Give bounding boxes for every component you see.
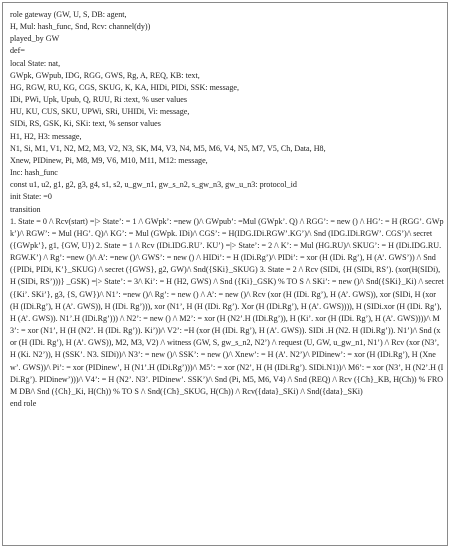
code-line: SIDi, RS, GSK, Ki, SKi: text, % sensor values [10,119,161,129]
code-line: role gateway (GW, U, S, DB: agent, [10,10,127,19]
code-line: init State: =0 [10,192,52,202]
code-line: Xnew, PIDinew, Pi, M8, M9, V6, M10, M11, M12: message, [10,155,208,165]
code-line: local State: nat, [10,58,61,68]
hlpsl-listing [10,9,444,410]
code-line: H1, H2, H3: message, [10,131,82,141]
code-box [2,2,448,546]
code-line: IDi, PWi, Upk, Upub, Q, RUU, Ri :text, % user values [10,95,188,105]
code-line: GWpk, GWpub, IDG, RGG, GWS, Rg, A, REQ, KB: text, [10,70,200,80]
code-line: transition [10,204,41,214]
code-line: const u1, u2, g1, g2, g3, g4, s1, s2, u_gw_n1, gw_s_n2, s_gw_n3, gw_u_n3: protocol_id [10,180,297,190]
code-line: H, Mul: hash_func, Snd, Rcv: channel(dy)) [10,22,151,32]
code-line: HG, RGW, RU, KG, CGS, SKUG, K, KA, HIDi, PIDi, SSK: message, [10,82,240,92]
code-line: played_by GW [10,34,60,44]
code-line: def= [10,46,25,56]
code-line: N1, Si, M1, V1, N2, M2, M3, V2, N3, SK, M4, V3, N4, M5, M6, V4, N5, M7, V5, Ch, Data, H8, [10,143,326,153]
code-line: Inc: hash_func [10,168,58,178]
code-line: HU, KU, CUS, SKU, UPWi, SRi, UHIDi, Vi: message, [10,107,190,117]
transition-block: 1. State = 0 /\ Rcv(start) =|> State’: = 1 /\ GWpk’: =new ()/\ GWpub’: =Mul (GWpk’. Q) /\ RGG’: = new () /\ HG’: = H (RGG’. GWpk’)/\ RGW’: = Mul (HG’. Q)/\ KG’: = Mul (GWpk. IDi)/\ CGS’: = H(IDG.IDi.RGW’.KG’)/\ Snd (IDG.IDi.RGW’. CGS’)/\ secret({GWpk’}, g1, {GW, U}) 2. State = 1 /\ Rcv (IDi.IDG.RU’. KU’) =|> State’: = 2 /\ K’: = Mul (HG.RU)/\ SKUG’: = H (IDi.IDG.RU.RGW.K’) /\ Rg’: =new ()/\ A’: =new ()/\ GWS’: = new () /\ HIDi’: = H (IDi.Rg’)/\ PIDi’: = xor (H (IDi. Rg’), H (A’. GWS’)) /\ Snd ({PIDi, PIDi, K’}_SKUG) /\ secret ({GWS}, g2, GW)/\ Snd({SKi}_SKUG) 3. State = 2 /\ Rcv (SIDi, {H (SIDi, RS’). (xor(H(SIDi), H (SIDi, RS’)))} _GSK) =|> State’: = 3/\ Ki’: = H (H2, GWS) /\ Snd ({Ki}_GSK) % TO S /\ SKi’: = new ()/\ Snd({SKi}_Ki) /\ secret ({Ki’. SKi’}, g3, {S, GW})/\ N1’: =new ()/\ Rg’: = new () /\ A’: = new ()/\ Rcv (xor (H (IDi. Rg’), H (A’. GWS)), xor (SIDi, H (xor (H (IDi.Rg’), H (A’. GWS)), H (IDi. Rg’))), xor (N1’, H (H (IDi. Rg’). Xor (H (IDi.Rg’), H (A’. GWS)))), H (SIDi.xor (H (IDi. Rg’), H (A’. GWS)). N1’.H (IDi.Rg’))) /\ N2’: = new () /\ M2’: = xor (H (N2’.H (IDi.Rg’)), H (Ki’. xor (H (IDi. Rg’), H (A’. GWS))))/\ M3’: = xor (N1’, H (H (N2’. H (IDi. Rg’)). Ki’))/\ V2’: =H (xor (H (IDi. Rg’), H (A’. GWS)). SIDi .H (N2. H (IDi.Rg’)). N1’)/\ Snd (xor (H (IDi. Rg’), H (A’. GWS)), M2, M3, V2) /\ witness (GW, S, gw_s_n2, N2’) /\ request (U, GW, u_gw_n1, N1’) /\ Rcv (xor (N3’, H (Ki. N2’)), H (SSK’. N3. SIDi))/\ N3’: = new ()/\ SSK’: = new ()/\ Xnew’: = H (A’. N2’)/\ PIDinew’: = xor (H (IDi.Rg’), H (Xnew’. GWS))/\ Pi’: = xor (PIDinew’, H (N1’.H (IDi.Rg’)))/\ M5’: = xor (N2’, H (H (IDi.Rg’). SIDi.N1))/\ M6’: = xor (N3’, H (N2’.H (IDi.Rg’). PIDinew’)))/\ V4’: = H (N2’. N3’. PIDinew’. SSK’)/\ Snd (Pi, M5, M6, V4) /\ Snd (REQ) /\ Rcv ({Ch}_KB, H(Ch)) % FROM DB/\ Snd ({Ch}_Ki, H(Ch)) % TO S /\ Snd({Ch}_SKUG, H(Ch)) /\ Rcv({data}_SKi) /\ Snd({data}_SKi) [10,216,444,396]
end-role-line: end role [10,399,37,408]
